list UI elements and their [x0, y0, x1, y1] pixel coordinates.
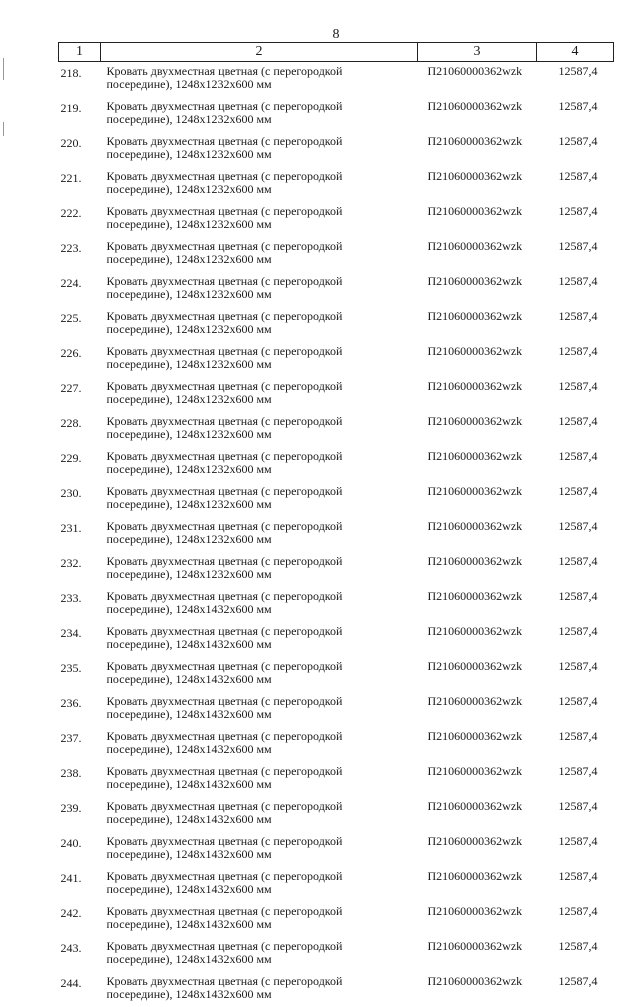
item-price: 12587,4 — [537, 237, 614, 272]
item-description-line: Кровать двухместная цветная (с перегородкой — [107, 415, 418, 428]
item-price: 12587,4 — [537, 412, 614, 447]
item-price: 12587,4 — [537, 202, 614, 237]
item-description-line: посередине), 1248x1232x600 мм — [107, 288, 418, 301]
item-description-line: Кровать двухместная цветная (с перегородкой — [107, 345, 418, 358]
item-description — [101, 237, 418, 272]
table-row — [59, 517, 614, 552]
item-description-line: Кровать двухместная цветная (с перегородкой — [107, 800, 418, 813]
inventory-code: П21060000362wzk — [418, 867, 537, 902]
item-description — [101, 517, 418, 552]
table-row — [59, 307, 614, 342]
table-row — [59, 447, 614, 482]
item-description-line: Кровать двухместная цветная (с перегородкой — [107, 905, 418, 918]
table-row — [59, 587, 614, 622]
table-row — [59, 62, 614, 98]
item-description — [101, 202, 418, 237]
item-description-line: Кровать двухместная цветная (с перегородкой — [107, 835, 418, 848]
inventory-code: П21060000362wzk — [418, 727, 537, 762]
row-number: 224. — [59, 272, 101, 307]
item-description-line: Кровать двухместная цветная (с перегородкой — [107, 450, 418, 463]
item-price: 12587,4 — [537, 552, 614, 587]
item-description — [101, 447, 418, 482]
item-price: 12587,4 — [537, 832, 614, 867]
row-number: 232. — [59, 552, 101, 587]
item-description-line: Кровать двухместная цветная (с перегородкой — [107, 870, 418, 883]
item-description-line: посередине), 1248x1232x600 мм — [107, 323, 418, 336]
item-description-line: посередине), 1248x1432x600 мм — [107, 673, 418, 686]
item-description — [101, 272, 418, 307]
item-description-line: Кровать двухместная цветная (с перегородкой — [107, 695, 418, 708]
table-row — [59, 482, 614, 517]
item-price: 12587,4 — [537, 132, 614, 167]
table-row — [59, 657, 614, 692]
item-price: 12587,4 — [537, 762, 614, 797]
inventory-code: П21060000362wzk — [418, 62, 537, 98]
row-number: 228. — [59, 412, 101, 447]
item-description-line: посередине), 1248x1232x600 мм — [107, 568, 418, 581]
inventory-code: П21060000362wzk — [418, 377, 537, 412]
item-description-line: Кровать двухместная цветная (с перегородкой — [107, 380, 418, 393]
item-description-line: Кровать двухместная цветная (с перегородкой — [107, 940, 418, 953]
row-number: 226. — [59, 342, 101, 377]
item-description-line: Кровать двухместная цветная (с перегородкой — [107, 660, 418, 673]
item-description-line: посередине), 1248x1432x600 мм — [107, 918, 418, 931]
inventory-code: П21060000362wzk — [418, 167, 537, 202]
table-row — [59, 727, 614, 762]
item-price: 12587,4 — [537, 937, 614, 972]
items-table — [58, 42, 614, 1007]
inventory-code: П21060000362wzk — [418, 272, 537, 307]
inventory-code: П21060000362wzk — [418, 517, 537, 552]
table-row — [59, 272, 614, 307]
item-description-line: Кровать двухместная цветная (с перегородкой — [107, 625, 418, 638]
item-description-line: Кровать двухместная цветная (с перегородкой — [107, 65, 418, 78]
item-description — [101, 622, 418, 657]
table-row — [59, 412, 614, 447]
table-row — [59, 167, 614, 202]
item-description — [101, 342, 418, 377]
item-price: 12587,4 — [537, 97, 614, 132]
item-description-line: Кровать двухместная цветная (с перегородкой — [107, 170, 418, 183]
item-description-line: посередине), 1248x1232x600 мм — [107, 533, 418, 546]
item-description-line: посередине), 1248x1432x600 мм — [107, 813, 418, 826]
item-description-line: Кровать двухместная цветная (с перегородкой — [107, 240, 418, 253]
item-price: 12587,4 — [537, 587, 614, 622]
item-description-line: посередине), 1248x1432x600 мм — [107, 883, 418, 896]
item-description-line: посередине), 1248x1232x600 мм — [107, 218, 418, 231]
item-description-line: посередине), 1248x1432x600 мм — [107, 848, 418, 861]
table-row — [59, 342, 614, 377]
item-description — [101, 972, 418, 1007]
item-price: 12587,4 — [537, 307, 614, 342]
item-description — [101, 657, 418, 692]
table-row — [59, 202, 614, 237]
inventory-code: П21060000362wzk — [418, 237, 537, 272]
inventory-code: П21060000362wzk — [418, 447, 537, 482]
item-description — [101, 692, 418, 727]
inventory-code: П21060000362wzk — [418, 587, 537, 622]
table-row — [59, 902, 614, 937]
row-number: 242. — [59, 902, 101, 937]
item-description-line: посередине), 1248x1232x600 мм — [107, 148, 418, 161]
row-number: 229. — [59, 447, 101, 482]
inventory-code: П21060000362wzk — [418, 307, 537, 342]
item-description — [101, 97, 418, 132]
item-description-line: Кровать двухместная цветная (с перегородкой — [107, 730, 418, 743]
item-price: 12587,4 — [537, 342, 614, 377]
item-description-line: посередине), 1248x1232x600 мм — [107, 498, 418, 511]
table-row — [59, 97, 614, 132]
row-number: 219. — [59, 97, 101, 132]
row-number: 234. — [59, 622, 101, 657]
table-row — [59, 867, 614, 902]
row-number: 230. — [59, 482, 101, 517]
item-price: 12587,4 — [537, 377, 614, 412]
column-header-4: 4 — [537, 43, 614, 62]
table-row — [59, 797, 614, 832]
inventory-code: П21060000362wzk — [418, 202, 537, 237]
row-number: 222. — [59, 202, 101, 237]
table-row — [59, 937, 614, 972]
row-number: 218. — [59, 62, 101, 98]
item-price: 12587,4 — [537, 272, 614, 307]
item-description-line: посередине), 1248x1232x600 мм — [107, 113, 418, 126]
scan-mark — [3, 122, 4, 136]
item-description — [101, 132, 418, 167]
row-number: 238. — [59, 762, 101, 797]
inventory-code: П21060000362wzk — [418, 902, 537, 937]
item-description — [101, 62, 418, 98]
item-description — [101, 937, 418, 972]
row-number: 235. — [59, 657, 101, 692]
item-description-line: Кровать двухместная цветная (с перегородкой — [107, 555, 418, 568]
item-description-line: Кровать двухместная цветная (с перегородкой — [107, 485, 418, 498]
table-row — [59, 972, 614, 1007]
item-description — [101, 552, 418, 587]
item-price: 12587,4 — [537, 867, 614, 902]
item-price: 12587,4 — [537, 972, 614, 1007]
item-description-line: Кровать двухместная цветная (с перегородкой — [107, 765, 418, 778]
item-description-line: посередине), 1248x1432x600 мм — [107, 988, 418, 1001]
inventory-code: П21060000362wzk — [418, 552, 537, 587]
item-description-line: посередине), 1248x1232x600 мм — [107, 463, 418, 476]
inventory-code: П21060000362wzk — [418, 622, 537, 657]
row-number: 240. — [59, 832, 101, 867]
inventory-code: П21060000362wzk — [418, 762, 537, 797]
row-number: 233. — [59, 587, 101, 622]
item-description — [101, 727, 418, 762]
inventory-code: П21060000362wzk — [418, 132, 537, 167]
table-row — [59, 237, 614, 272]
item-description-line: посередине), 1248x1232x600 мм — [107, 358, 418, 371]
item-description — [101, 482, 418, 517]
row-number: 227. — [59, 377, 101, 412]
item-description-line: посередине), 1248x1432x600 мм — [107, 743, 418, 756]
item-description — [101, 867, 418, 902]
row-number: 220. — [59, 132, 101, 167]
table-row — [59, 552, 614, 587]
table-body — [59, 62, 614, 1007]
item-price: 12587,4 — [537, 167, 614, 202]
column-header-2: 2 — [101, 43, 418, 62]
item-description-line: посередине), 1248x1432x600 мм — [107, 953, 418, 966]
inventory-code: П21060000362wzk — [418, 482, 537, 517]
item-description — [101, 902, 418, 937]
row-number: 236. — [59, 692, 101, 727]
item-price: 12587,4 — [537, 517, 614, 552]
item-description-line: Кровать двухместная цветная (с перегородкой — [107, 590, 418, 603]
inventory-code: П21060000362wzk — [418, 797, 537, 832]
item-price: 12587,4 — [537, 797, 614, 832]
column-header-3: 3 — [418, 43, 537, 62]
row-number: 239. — [59, 797, 101, 832]
table-row — [59, 692, 614, 727]
table-row — [59, 622, 614, 657]
item-description-line: посередине), 1248x1432x600 мм — [107, 778, 418, 791]
table-row — [59, 832, 614, 867]
row-number: 225. — [59, 307, 101, 342]
table-header-row — [59, 43, 614, 62]
item-description-line: посередине), 1248x1232x600 мм — [107, 393, 418, 406]
page-number: 8 — [0, 27, 640, 43]
item-description — [101, 377, 418, 412]
item-description — [101, 797, 418, 832]
row-number: 223. — [59, 237, 101, 272]
item-description-line: посередине), 1248x1232x600 мм — [107, 78, 418, 91]
item-price: 12587,4 — [537, 62, 614, 98]
inventory-code: П21060000362wzk — [418, 937, 537, 972]
item-price: 12587,4 — [537, 657, 614, 692]
item-description-line: посередине), 1248x1432x600 мм — [107, 603, 418, 616]
item-description-line: посередине), 1248x1432x600 мм — [107, 708, 418, 721]
item-description — [101, 412, 418, 447]
item-price: 12587,4 — [537, 692, 614, 727]
inventory-code: П21060000362wzk — [418, 342, 537, 377]
row-number: 244. — [59, 972, 101, 1007]
inventory-code: П21060000362wzk — [418, 97, 537, 132]
item-description-line: Кровать двухместная цветная (с перегородкой — [107, 520, 418, 533]
inventory-code: П21060000362wzk — [418, 972, 537, 1007]
item-price: 12587,4 — [537, 447, 614, 482]
item-description — [101, 762, 418, 797]
row-number: 221. — [59, 167, 101, 202]
item-description-line: Кровать двухместная цветная (с перегородкой — [107, 975, 418, 988]
item-description — [101, 167, 418, 202]
table-row — [59, 377, 614, 412]
item-description-line: Кровать двухместная цветная (с перегородкой — [107, 310, 418, 323]
item-description-line: Кровать двухместная цветная (с перегородкой — [107, 205, 418, 218]
item-price: 12587,4 — [537, 727, 614, 762]
inventory-code: П21060000362wzk — [418, 412, 537, 447]
row-number: 231. — [59, 517, 101, 552]
row-number: 243. — [59, 937, 101, 972]
item-description-line: посередине), 1248x1232x600 мм — [107, 183, 418, 196]
item-price: 12587,4 — [537, 902, 614, 937]
item-description-line: Кровать двухместная цветная (с перегородкой — [107, 275, 418, 288]
inventory-code: П21060000362wzk — [418, 692, 537, 727]
column-header-1: 1 — [59, 43, 101, 62]
table-row — [59, 132, 614, 167]
inventory-code: П21060000362wzk — [418, 832, 537, 867]
item-price: 12587,4 — [537, 622, 614, 657]
inventory-code: П21060000362wzk — [418, 657, 537, 692]
item-description-line: посередине), 1248x1232x600 мм — [107, 428, 418, 441]
row-number: 237. — [59, 727, 101, 762]
item-description — [101, 307, 418, 342]
item-description-line: Кровать двухместная цветная (с перегородкой — [107, 100, 418, 113]
item-description-line: посередине), 1248x1432x600 мм — [107, 638, 418, 651]
row-number: 241. — [59, 867, 101, 902]
item-description — [101, 832, 418, 867]
item-description-line: посередине), 1248x1232x600 мм — [107, 253, 418, 266]
scan-mark — [3, 58, 4, 80]
item-description — [101, 587, 418, 622]
item-description-line: Кровать двухместная цветная (с перегородкой — [107, 135, 418, 148]
item-price: 12587,4 — [537, 482, 614, 517]
table-row — [59, 762, 614, 797]
